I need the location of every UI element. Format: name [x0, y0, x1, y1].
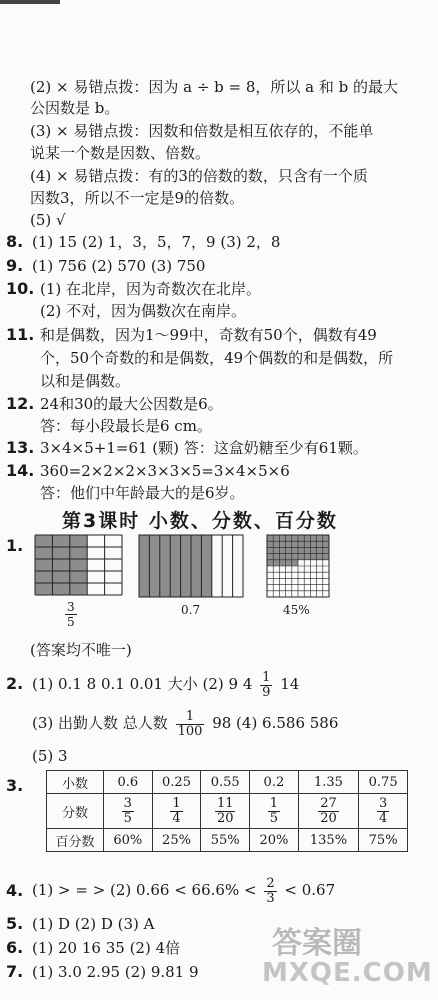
table-row-fraction — [47, 794, 408, 829]
q7-sub5: (5) √ — [30, 211, 66, 229]
fraction — [377, 797, 389, 826]
table-cell: 0.2 — [250, 771, 299, 794]
watermark-logo: 答案圈 — [272, 926, 362, 961]
table-cell: 20% — [250, 829, 299, 852]
table-cell: 0.75 — [359, 771, 408, 794]
fraction — [170, 797, 182, 826]
table-cell: 0.6 — [104, 771, 153, 794]
fraction — [122, 797, 134, 826]
q10-answer-2: (2) 不对，因为偶数次在南岸。 — [40, 302, 247, 320]
table-row-decimal — [47, 771, 408, 794]
grid-forty-five-percent — [266, 534, 330, 598]
fraction-bottom: 20 — [216, 810, 234, 826]
s2-q4-a: (1) > = > (2) 0.66 < 66.6% < — [32, 881, 257, 899]
caption-percent: 45% — [283, 603, 310, 617]
s2-q2-line2 — [32, 705, 338, 741]
s2-q2-frac2 — [176, 710, 205, 739]
q10-answer-1: (1) 在北岸，因为奇数次在北岸。 — [40, 280, 262, 298]
s2-q4-number: 4. — [6, 881, 24, 900]
s2-q4-answer — [32, 872, 335, 908]
table-cell: 135% — [298, 829, 359, 852]
grid-three-fifths — [34, 534, 124, 596]
s2-q2-frac1-top: 1 — [262, 669, 271, 685]
s2-q2-line1-a: (1) 0.1 8 0.1 0.01 大小 (2) 9 4 — [32, 675, 253, 693]
fraction-top: 3 — [123, 795, 132, 811]
q11-line1: 和是偶数，因为1～99中，奇数有50个，偶数有49 — [40, 326, 377, 344]
fraction-top: 1 — [172, 795, 181, 811]
q13-answer: 3×4×5+1=61 (颗) 答：这盒奶糖至少有61颗。 — [40, 439, 368, 457]
table-cell — [201, 794, 250, 829]
s2-q4-frac-top: 2 — [266, 875, 275, 891]
top-edge-mark — [0, 0, 60, 4]
s2-q2-line1-b: 14 — [280, 675, 300, 693]
s2-q3-number: 3. — [6, 776, 24, 795]
fraction — [268, 797, 280, 826]
table-cell: 0.25 — [152, 771, 201, 794]
fraction — [318, 797, 339, 826]
q7-sub3-line2: 说某一个数是因数、倍数。 — [30, 144, 211, 162]
conversion-table — [46, 770, 408, 852]
table-cell: 1.35 — [298, 771, 359, 794]
table-cell: 25% — [152, 829, 201, 852]
s2-q4-frac — [264, 877, 276, 906]
q9-number: 9. — [6, 256, 24, 275]
q9-answer: (1) 756 (2) 570 (3) 750 — [32, 257, 206, 275]
s2-q2-line3: (5) 3 — [32, 747, 68, 765]
table-cell — [104, 794, 153, 829]
row-header: 分数 — [47, 794, 104, 829]
q14-number: 14. — [6, 461, 35, 480]
watermark-url: MXQE.COM — [262, 958, 433, 988]
q7-sub3-line1: (3) × 易错点拨：因数和倍数是相互依存的，不能单 — [30, 122, 374, 140]
fraction-top: 27 — [320, 795, 337, 811]
caption-fraction-bottom: 5 — [67, 615, 75, 629]
fraction-bottom: 5 — [123, 810, 132, 826]
q7-sub2-line1: (2) × 易错点拨：因为 a ÷ b = 8，所以 a 和 b 的最大 — [30, 78, 399, 96]
s2-q6-answer: (1) 20 16 35 (2) 4倍 — [32, 939, 181, 957]
row-header: 小数 — [47, 771, 104, 794]
s2-q5-number: 5. — [6, 914, 24, 933]
caption-fraction-top: 3 — [67, 600, 75, 614]
fraction-top: 11 — [216, 795, 234, 811]
q11-number: 11. — [6, 325, 35, 344]
s2-q2-line2-a: (3) 出勤人数 总人数 — [32, 714, 168, 732]
s2-q2-frac2-top: 1 — [176, 710, 205, 725]
q7-sub4-line2: 因数3，所以不一定是9的倍数。 — [30, 189, 245, 207]
s2-q1-number: 1. — [6, 536, 24, 555]
table-cell: 75% — [359, 829, 408, 852]
row-header: 百分数 — [47, 829, 104, 852]
q11-line3: 以和是偶数。 — [40, 372, 131, 390]
table-row-percent — [47, 829, 408, 852]
q14-line2: 答：他们中年龄最大的是6岁。 — [40, 484, 245, 502]
q8-answer: (1) 15 (2) 1，3，5，7，9 (3) 2，8 — [32, 233, 281, 251]
q8-number: 8. — [6, 232, 24, 251]
s2-q7-number: 7. — [6, 962, 24, 981]
s2-q4-frac-bottom: 3 — [266, 890, 275, 906]
q11-line2: 个，50个奇数的和是偶数，49个偶数的和是偶数，所 — [40, 349, 394, 367]
table-cell: 0.55 — [201, 771, 250, 794]
q12-line2: 答：每小段最长是6 cm。 — [40, 417, 212, 435]
q12-line1: 24和30的最大公因数是6。 — [40, 395, 223, 413]
table-cell — [298, 794, 359, 829]
caption-fraction — [65, 600, 77, 629]
table-cell — [152, 794, 201, 829]
fraction-top: 3 — [378, 795, 388, 811]
q12-number: 12. — [6, 394, 35, 413]
table-cell: 55% — [201, 829, 250, 852]
s2-q4-b: < 0.67 — [284, 881, 336, 899]
q7-sub2-line2: 公因数是 b。 — [30, 99, 120, 117]
table-cell — [250, 794, 299, 829]
strip-point-seven — [138, 534, 244, 598]
s2-q2-frac1 — [260, 671, 272, 700]
fraction-bottom: 4 — [172, 810, 181, 826]
q13-number: 13. — [6, 438, 35, 457]
fraction-bottom: 4 — [378, 810, 388, 826]
fraction-bottom: 20 — [320, 810, 337, 826]
s2-q7-answer: (1) 3.0 2.95 (2) 9.81 9 — [32, 963, 199, 981]
q7-sub4-line1: (4) × 易错点拨：有的3的倍数的数，只含有一个质 — [30, 167, 368, 185]
table-cell — [359, 794, 408, 829]
q10-number: 10. — [6, 279, 35, 298]
fraction-bottom: 5 — [269, 810, 279, 826]
q14-line1: 360=2×2×2×3×3×5=3×4×5×6 — [40, 462, 290, 480]
answers-not-unique-note: (答案均不唯一) — [30, 641, 132, 659]
s2-q5-answer: (1) D (2) D (3) A — [32, 915, 155, 933]
section-title: 第3课时 小数、分数、百分数 — [62, 510, 338, 532]
s2-q2-frac2-bottom: 100 — [177, 723, 203, 739]
s2-q2-line1 — [32, 666, 299, 702]
s2-q2-frac1-bottom: 9 — [262, 684, 271, 700]
fraction-top: 1 — [269, 795, 279, 811]
s2-q6-number: 6. — [6, 938, 24, 957]
s2-q2-line2-b: 98 (4) 6.586 586 — [212, 714, 339, 732]
caption-decimal: 0.7 — [181, 603, 201, 617]
s2-q2-number: 2. — [6, 674, 24, 693]
table-cell: 60% — [104, 829, 153, 852]
fraction — [215, 797, 236, 826]
